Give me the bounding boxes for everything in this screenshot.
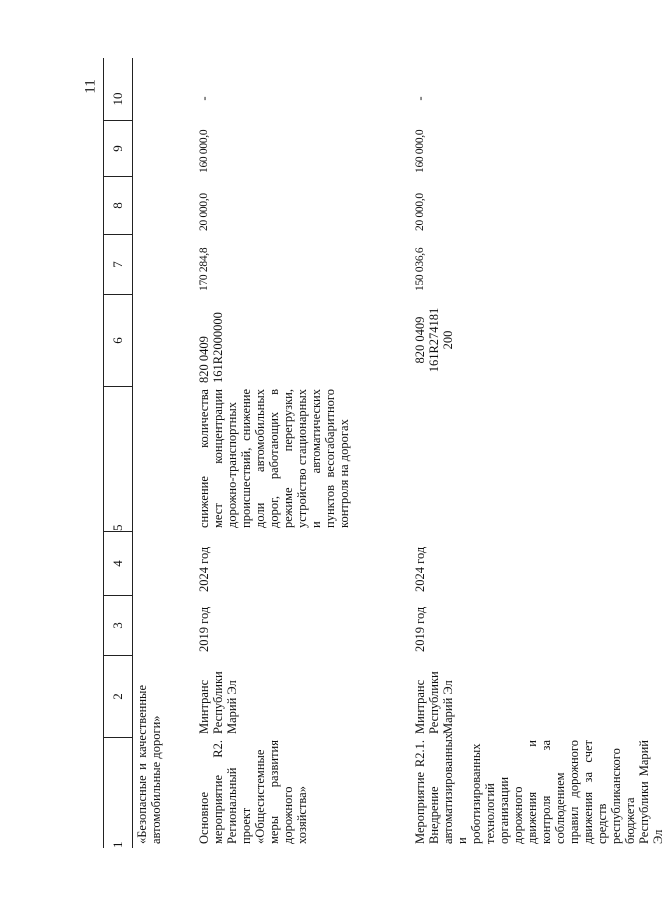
column-header-2: 2 [104,656,132,738]
column-header-6: 6 [104,295,132,387]
row-2-start-year: 2019 год [413,606,427,652]
row-1-value-col9: 160 000,0 [198,129,210,173]
column-header-1: 1 [110,841,125,848]
column-header-4: 4 [104,532,132,596]
row-2-value-col9: 160 000,0 [414,129,426,173]
table-row [195,58,411,848]
row-1-expected-result: снижение количества мест концентрации дорожно-транспортных происшествий, снижение доли автомобильных дорог, работающих в режиме перегрузки, устройство стационарных и автоматических пунктов весогабаритного контроля на дорогах [197,389,351,528]
row-1-value-col8: 20 000,0 [198,193,210,231]
row-1-executor: Минтранс Республики Марий Эл [197,671,239,734]
table-row [411,58,665,848]
column-header-8: 8 [104,177,132,235]
row-2-value-col7: 150 036,6 [414,247,426,291]
section-title: «Безопасные и качественные автомобильные дороги» [135,685,163,844]
row-2-executor: Минтранс Республики Марий Эл [413,671,455,734]
row-2-expected-result [411,387,651,532]
row-2-value-col8: 20 000,0 [414,193,426,231]
row-2-event-name: Мероприятие R2.1. Внедрение автоматизированных и роботизированных технологий организации дорожного движения и контроля за соблюдением правил дорожного движения за счет средств республиканского бюджета Республики Марий Эл [413,732,665,844]
column-header-10: 10 [104,78,132,121]
column-header-7: 7 [104,235,132,295]
row-2-budget-code: 820 0409 161R274181 200 [413,307,455,373]
section-title-row [133,58,195,848]
row-2-end-year: 2024 год [413,546,427,592]
row-1-value-col10: - [197,96,211,101]
budget-table [103,58,665,848]
column-header-5: 5 [104,387,132,532]
row-2-value-col10: - [413,96,427,101]
row-1-event-name: Основное мероприятие R2. Региональный проект «Общесистемные меры развития дорожного хозяйства» [197,740,309,844]
row-1-start-year: 2019 год [197,606,211,652]
row-1-budget-code: 820 0409 161R2000000 [197,312,225,383]
column-header-9: 9 [104,121,132,177]
column-header-3: 3 [104,596,132,656]
table-header [103,58,133,848]
page-number: 11 [82,79,99,94]
row-1-value-col7: 170 284,8 [198,247,210,291]
row-1-end-year: 2024 год [197,546,211,592]
